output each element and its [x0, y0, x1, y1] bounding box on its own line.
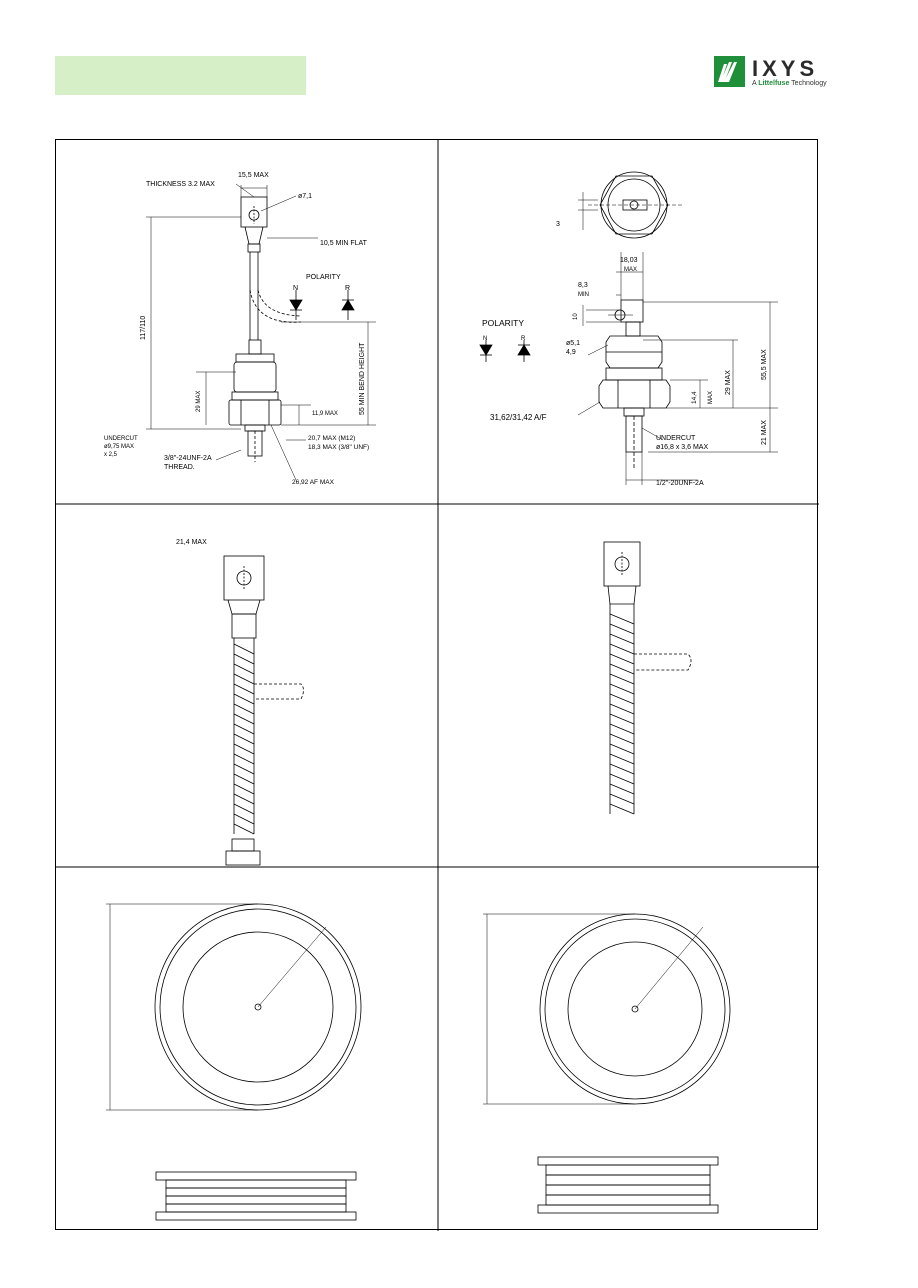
- ixys-logo: [714, 56, 844, 92]
- d2-h144: 14,4: [691, 391, 698, 404]
- d2-hole2: 4,9: [566, 349, 576, 356]
- d2-r: R: [521, 336, 526, 342]
- d1-h29: 29 MAX: [196, 390, 202, 412]
- stud-drawing-2-labels: [438, 140, 820, 504]
- d2-h555: 55,5 MAX: [761, 349, 768, 380]
- d2-max: MAX: [624, 267, 638, 273]
- d2-max2: MAX: [708, 390, 714, 404]
- d1-thread2: THREAD.: [164, 464, 195, 471]
- drawing-stud-small-thread: [56, 140, 438, 504]
- d2-h21: 21 MAX: [761, 420, 768, 445]
- d1-length: 117/110: [140, 315, 147, 340]
- d1-polarity: POLARITY: [306, 274, 341, 281]
- d1-undercut3: x 2,5: [104, 452, 118, 458]
- d1-bend: 55 MIN BEND HEIGHT: [359, 342, 366, 415]
- d2-w1803: 18,03: [620, 257, 638, 264]
- d2-w83: 8,3: [578, 282, 588, 289]
- d1-h119: 11,9 MAX: [312, 411, 338, 417]
- logo-tagline: A Littelfuse Technology: [752, 80, 827, 87]
- d1-thickness: THICKNESS 3.2 MAX: [146, 181, 215, 188]
- drawing-disc-small: [56, 867, 438, 1231]
- d2-undercut1: UNDERCUT: [656, 435, 696, 442]
- d1-flat: 10,5 MIN FLAT: [320, 240, 367, 247]
- d1-undercut2: ø9,75 MAX: [104, 444, 135, 450]
- d2-polarity: POLARITY: [482, 318, 525, 328]
- logo-wordmark: IXYS: [752, 56, 819, 81]
- header-color-box: [55, 56, 306, 95]
- drawing-stud-flexible-lead-a: [56, 504, 438, 868]
- d2-h29: 29 MAX: [725, 370, 732, 395]
- d2-undercut2: ø16,8 x 3,6 MAX: [656, 444, 709, 451]
- stud-drawing-3-labels: [56, 504, 438, 868]
- ixys-logo-mark-icon: [714, 56, 745, 87]
- disc-drawing-5: [56, 867, 438, 1231]
- disc-drawing-6: [438, 867, 820, 1231]
- d3-w214: 21,4 MAX: [176, 539, 207, 546]
- stud-drawing-4: [438, 504, 820, 868]
- d2-af: 31,62/31,42 A/F: [490, 413, 547, 422]
- d1-thread1: 3/8"-24UNF-2A: [164, 455, 212, 462]
- drawing-disc-large: [438, 867, 820, 1231]
- d2-hole1: ø5,1: [566, 340, 581, 347]
- d1-r: R: [345, 285, 351, 292]
- d2-min: MIN: [578, 292, 589, 298]
- stud-drawing-1-labels: [56, 140, 438, 504]
- d2-thread: 1/2"-20UNF-2A: [656, 480, 704, 487]
- drawing-stud-flexible-lead-b: [438, 504, 820, 868]
- d2-dim3: 3: [556, 221, 560, 228]
- d1-h183: 18,3 MAX (3/8" UNF): [308, 444, 370, 451]
- d1-n: N: [293, 285, 299, 292]
- d1-width: 15,5 MAX: [238, 172, 269, 179]
- d1-h207: 20,7 MAX (M12): [308, 435, 356, 442]
- d1-af: 26,92 AF MAX: [292, 479, 334, 486]
- drawing-stud-half-inch-thread: [438, 140, 820, 504]
- d1-undercut1: UNDERCUT: [104, 436, 138, 442]
- d2-h10: 10: [573, 313, 579, 320]
- d2-n: N: [483, 336, 488, 342]
- d1-hole: ø7,1: [298, 193, 313, 200]
- drawing-sheet: [55, 139, 818, 1230]
